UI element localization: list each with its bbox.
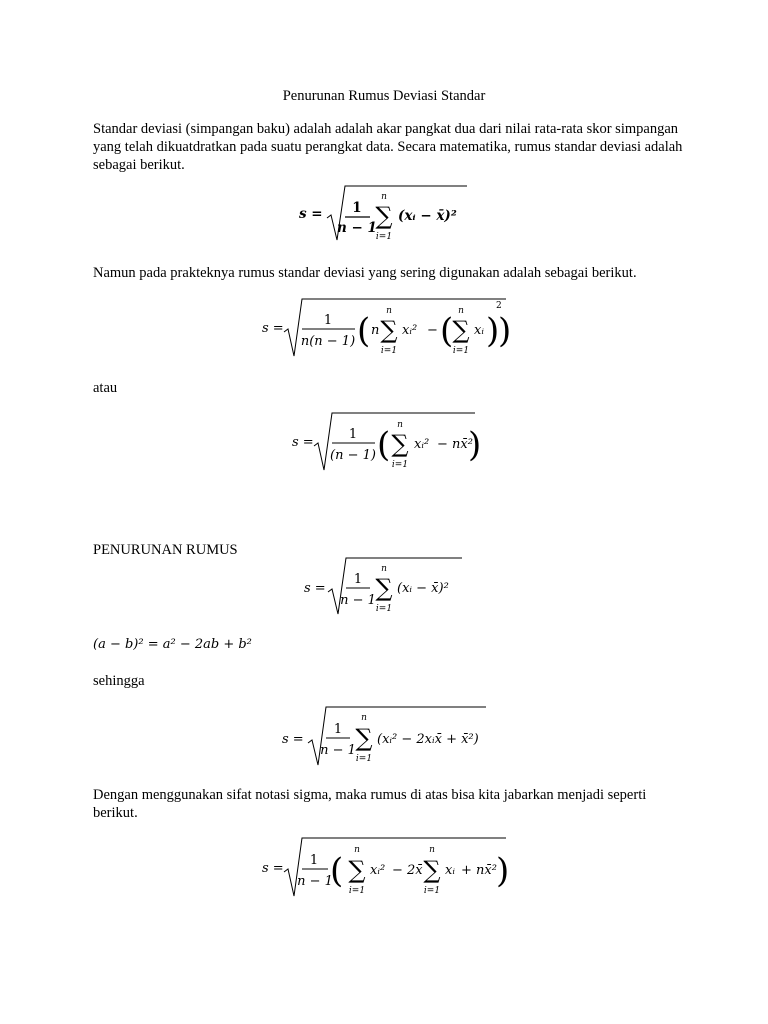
fraction-denominator: n(n − 1) bbox=[300, 334, 355, 349]
formula-1-lhs: s = bbox=[299, 206, 323, 222]
two-xbar: − 2x̄ bbox=[391, 863, 423, 878]
minus-sign: − bbox=[426, 323, 438, 338]
formula-practical-2 bbox=[0, 410, 768, 474]
sigma-symbol: ∑ bbox=[379, 316, 398, 344]
inner-left-paren: ( bbox=[439, 311, 453, 351]
squared-deviation: (xᵢ − x̄)² bbox=[398, 208, 457, 224]
fraction-numerator: 1 bbox=[352, 200, 362, 216]
sum-lower-limit: i=1 bbox=[391, 460, 408, 470]
xi-term: xᵢ bbox=[444, 863, 455, 878]
sum-upper-limit: n bbox=[381, 564, 387, 574]
sum-lower-limit: i=1 bbox=[375, 232, 393, 242]
fraction-denominator: n − 1 bbox=[296, 874, 333, 889]
formula-2-svg bbox=[261, 296, 511, 360]
sum-lower-limit-2: i=1 bbox=[452, 346, 469, 356]
sum-lower-limit-2: i=1 bbox=[423, 886, 440, 896]
sigma-symbol: ∑ bbox=[347, 856, 366, 884]
formula-3-lhs: s = bbox=[291, 435, 314, 450]
section-heading: PENURUNAN RUMUS bbox=[93, 542, 238, 558]
sum-upper-limit: n bbox=[385, 306, 392, 316]
sum-upper-limit: n bbox=[381, 192, 387, 202]
n-xbar-squared: − nx̄² bbox=[436, 437, 473, 452]
right-paren: ) bbox=[497, 311, 511, 351]
formula-sigma-expanded bbox=[0, 836, 768, 900]
sum-lower-limit: i=1 bbox=[375, 604, 393, 614]
formula-practical-1 bbox=[0, 296, 768, 360]
right-paren: ) bbox=[495, 851, 509, 891]
page-title: Penurunan Rumus Deviasi Standar bbox=[282, 88, 486, 104]
sigma-symbol: ∑ bbox=[375, 202, 393, 230]
formula-5-lhs: s = bbox=[281, 732, 304, 747]
sigma-symbol: ∑ bbox=[354, 724, 373, 752]
practice-paragraph: Namun pada prakteknya rumus standar deviasi yang sering digunakan adalah sebagai berikut. bbox=[93, 265, 637, 281]
plus-n-xbar-squared: + nx̄² bbox=[460, 863, 497, 878]
xi-squared: xᵢ² bbox=[369, 863, 385, 878]
outer-square-exponent: 2 bbox=[495, 301, 502, 311]
xi-squared: xᵢ² bbox=[401, 323, 417, 338]
fraction-denominator: n − 1 bbox=[340, 593, 376, 608]
sum-upper-limit-2: n bbox=[428, 845, 435, 855]
binomial-expansion: (a − b)² = a² − 2ab + b² bbox=[93, 637, 252, 652]
sum-upper-limit-2: n bbox=[457, 306, 464, 316]
formula-6-lhs: s = bbox=[261, 861, 284, 876]
xi-squared: xᵢ² bbox=[413, 437, 429, 452]
xi-term: xᵢ bbox=[473, 323, 484, 338]
fraction-numerator: 1 bbox=[353, 572, 363, 587]
squared-deviation: (xᵢ − x̄)² bbox=[397, 581, 449, 596]
sum-lower-limit: i=1 bbox=[348, 886, 365, 896]
formula-4-lhs: s = bbox=[304, 581, 326, 596]
formula-6-svg bbox=[262, 836, 507, 900]
fraction-numerator: 1 bbox=[348, 427, 357, 442]
formula-3-svg bbox=[291, 410, 481, 474]
atau-text: atau bbox=[93, 380, 118, 396]
formula-2-lhs: s = bbox=[261, 321, 284, 336]
fraction-denominator: n − 1 bbox=[337, 220, 377, 236]
sigma-symbol: ∑ bbox=[390, 430, 409, 458]
sigma-symbol: ∑ bbox=[375, 574, 393, 602]
left-paren: ( bbox=[376, 425, 390, 465]
formula-4-svg bbox=[304, 556, 464, 618]
inner-right-paren: ) bbox=[485, 311, 499, 351]
left-paren: ( bbox=[356, 311, 370, 351]
right-paren: ) bbox=[467, 425, 481, 465]
formula-1-svg bbox=[299, 182, 469, 244]
sigma-symbol-2: ∑ bbox=[451, 316, 470, 344]
sigma-symbol-2: ∑ bbox=[422, 856, 441, 884]
n-coefficient: n bbox=[370, 323, 379, 338]
sigma-notation-paragraph: Dengan menggunakan sifat notasi sigma, maka rumus di atas bisa kita jabarkan menjadi seperti berikut. bbox=[93, 787, 647, 821]
intro-paragraph: Standar deviasi (simpangan baku) adalah adalah akar pangkat dua dari nilai rata-rata skor simpangan yang telah dikuatdratkan pada suatu perangkat data. Secara matematika, rumus standar deviasi adalah sebagai berikut. bbox=[93, 121, 683, 173]
formula-standard-deviation bbox=[0, 182, 768, 244]
sum-upper-limit: n bbox=[360, 713, 367, 723]
formula-derivation-start bbox=[0, 556, 768, 618]
sehingga-text: sehingga bbox=[93, 673, 145, 689]
sum-lower-limit: i=1 bbox=[355, 754, 372, 764]
fraction-denominator: n − 1 bbox=[319, 743, 356, 758]
sum-upper-limit: n bbox=[396, 420, 403, 430]
sum-lower-limit: i=1 bbox=[380, 346, 397, 356]
formula-5-svg bbox=[282, 705, 487, 767]
expanded-term: (xᵢ² − 2xᵢx̄ + x̄²) bbox=[376, 732, 479, 747]
fraction-denominator: (n − 1) bbox=[329, 448, 376, 463]
fraction-numerator: 1 bbox=[323, 313, 332, 328]
left-paren: ( bbox=[329, 851, 343, 891]
formula-expanded bbox=[0, 705, 768, 767]
fraction-numerator: 1 bbox=[309, 853, 318, 868]
fraction-numerator: 1 bbox=[333, 722, 342, 737]
sum-upper-limit: n bbox=[353, 845, 360, 855]
